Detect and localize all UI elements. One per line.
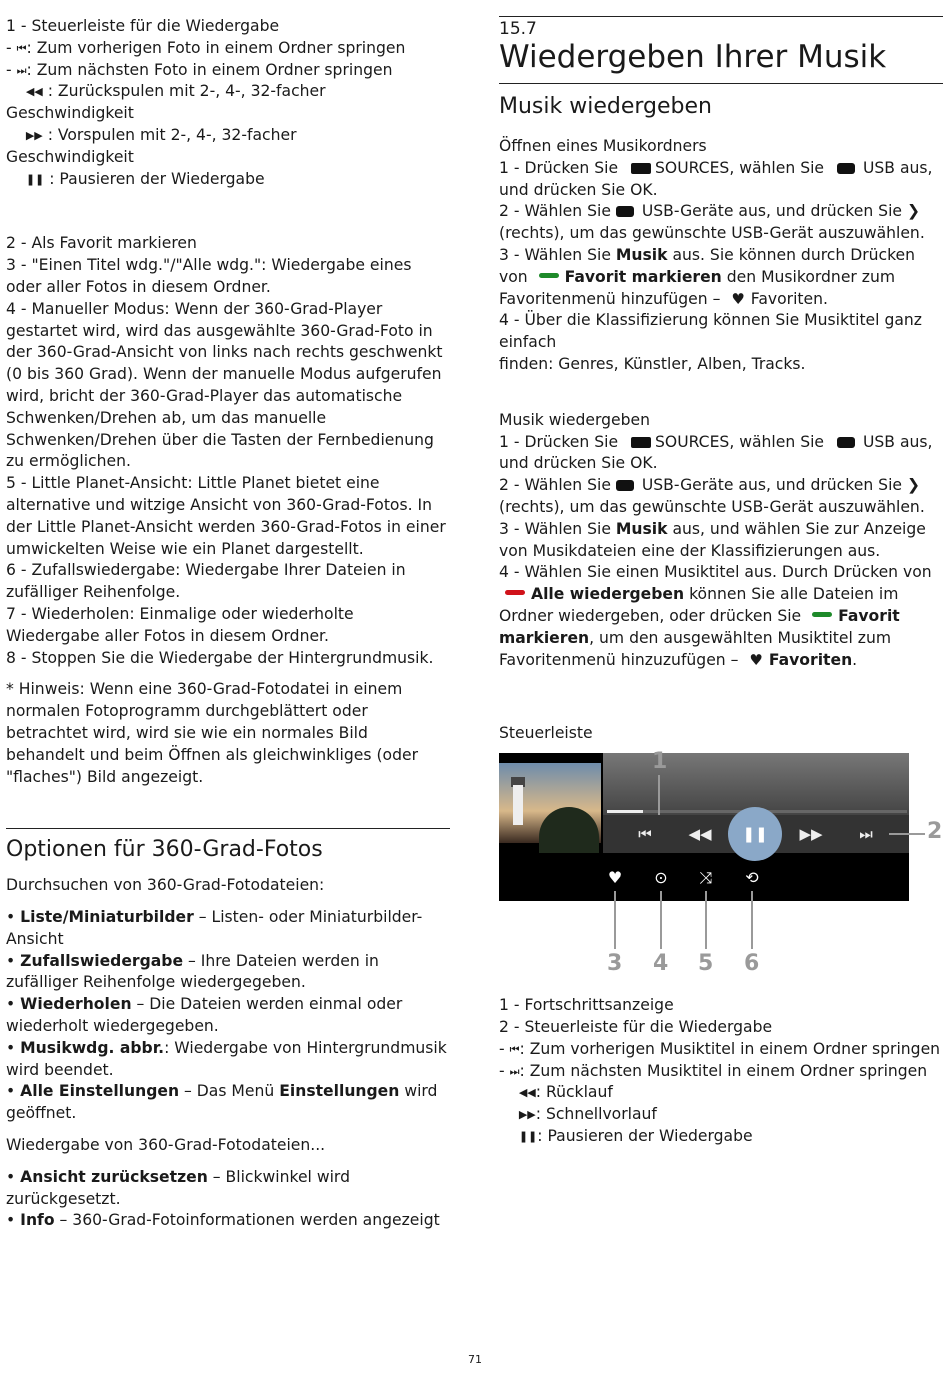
option-item: • Liste/Miniaturbilder – Listen- oder Miniaturbilder-Ansicht xyxy=(6,908,423,948)
usb-icon xyxy=(837,163,855,174)
paragraph: 4 - Manueller Modus: Wenn der 360-Grad-Player gestartet wird, wird das ausgewählte 360-Grad-Foto in der 360-Grad-Ansicht von links nach rechts geschwenkt (0 bis 360 Grad). Wenn der manuelle Modus aufgerufen wird, bricht der 360-Grad-Player das automatische Schwenken/Drehen ab, um das manuelle Schwenken/Drehen über die Tasten der Fernbedienung zu ermöglichen. xyxy=(6,299,443,471)
pause-icon[interactable]: ❚❚ xyxy=(728,807,782,861)
block-heading: Steuerleiste xyxy=(499,724,593,743)
paragraph: 6 - Zufallswiedergabe: Wiedergabe Ihrer Dateien in zufälliger Reihenfolge. xyxy=(6,561,406,602)
chevron-right-icon: ❯ xyxy=(906,202,921,221)
forward-icon[interactable]: ▶▶ xyxy=(799,825,823,844)
section-title: Wiedergeben Ihrer Musik xyxy=(499,39,887,75)
sources-icon xyxy=(631,437,651,448)
text-line: Durchsuchen von 360-Grad-Fotodateien: xyxy=(6,876,325,895)
next-icon: ⏭ xyxy=(16,63,27,77)
heart-icon: ♥ xyxy=(749,650,763,669)
shuffle-icon[interactable]: ⤨ xyxy=(699,868,713,888)
red-key-icon xyxy=(505,590,525,595)
text-line: 2 - Als Favorit markieren xyxy=(6,234,197,253)
text-line: ❚❚ : Pausieren der Wiedergabe xyxy=(6,169,450,191)
step: 4 - Wählen Sie einen Musiktitel aus. Durch Drücken von Alle wiedergeben können Sie alle Dateien im Ordner wiedergeben, oder drücken Sie Favorit markieren, um den ausgewählten Musiktitel zum Favoritenmenü hinzuzufügen – ♥ Favoriten. xyxy=(499,562,943,671)
option-item: • Ansicht zurücksetzen – Blickwinkel wird zurückgesetzt. xyxy=(6,1167,350,1208)
previous-icon: ⏮ xyxy=(509,1042,520,1056)
paragraph: 5 - Little Planet-Ansicht: Little Planet bietet eine alternative und witzige Ansicht von 360-Grad-Fotos. In der Little Planet-Ansicht werden 360-Grad-Fotos in einer umwickelten Weise wie ein Planet dargestellt. xyxy=(6,474,446,558)
green-key-icon xyxy=(812,612,832,617)
rewind-icon: ◀◀ xyxy=(25,85,43,99)
note: * Hinweis: Wenn eine 360-Grad-Fotodatei in einem normalen Fotoprogramm durchgeblättert oder betrachtet wird, wird sie wie ein normales Bild behandelt und beim Öffnen als gleichwinkliges (oder "flaches") Bild angezeigt. xyxy=(6,680,418,786)
step: 1 - Drücken Sie SOURCES, wählen Sie USB aus, und drücken Sie OK. xyxy=(499,158,933,199)
usb-icon xyxy=(616,206,634,217)
green-key-icon xyxy=(539,273,559,278)
text-line: - ⏮: Zum vorherigen Foto in einem Ordner springen xyxy=(6,38,450,60)
heart-icon: ♥ xyxy=(731,289,745,308)
text-line: ◀◀ : Zurückspulen mit 2-, 4-, 32-facher xyxy=(6,81,450,103)
legend-line: 1 - Fortschrittsanzeige xyxy=(499,996,674,1015)
paragraph: 8 - Stoppen Sie die Wiedergabe der Hintergrundmusik. xyxy=(6,648,434,667)
left-column xyxy=(6,16,450,1232)
chevron-right-icon: ❯ xyxy=(906,476,921,495)
option-item: • Musikwdg. abbr.: Wiedergabe von Hintergrundmusik wird beendet. xyxy=(6,1038,447,1079)
sources-icon xyxy=(631,163,651,174)
legend-line: - ⏮: Zum vorherigen Musiktitel in einem Ordner springen xyxy=(499,1039,943,1061)
repeat-icon[interactable]: ⟲ xyxy=(745,868,759,888)
callout-number: 6 xyxy=(744,951,760,977)
callout-number: 5 xyxy=(698,951,714,977)
section-rule xyxy=(6,828,450,829)
legend-line: - ⏭: Zum nächsten Musiktitel in einem Ordner springen xyxy=(499,1061,943,1083)
paragraph: 7 - Wiederholen: Einmalige oder wiederholte Wiedergabe aller Fotos in diesem Ordner. xyxy=(6,604,354,645)
usb-icon xyxy=(616,480,634,491)
step: 1 - Drücken Sie SOURCES, wählen Sie USB aus, und drücken Sie OK. xyxy=(499,432,933,473)
step: finden: Genres, Künstler, Alben, Tracks. xyxy=(499,354,806,373)
paragraph: 3 - "Einen Titel wdg."/"Alle wdg.": Wiedergabe eines oder aller Fotos in diesem Ordner. xyxy=(6,256,412,296)
pause-icon: ❚❚ xyxy=(25,172,45,186)
legend-line: ◀◀: Rücklauf xyxy=(499,1082,943,1104)
rewind-icon: ◀◀ xyxy=(518,1086,536,1100)
text-line: ▶▶ : Vorspulen mit 2-, 4-, 32-facher xyxy=(6,125,450,147)
option-item: • Zufallswiedergabe – Ihre Dateien werden in zufälliger Reihenfolge wiedergegeben. xyxy=(6,951,379,992)
legend-line: ❚❚: Pausieren der Wiedergabe xyxy=(499,1126,943,1148)
legend-line: ▶▶: Schnellvorlauf xyxy=(499,1104,943,1126)
option-item: • Alle Einstellungen – Das Menü Einstellungen wird geöffnet. xyxy=(6,1082,438,1123)
usb-icon xyxy=(837,437,855,448)
pause-icon: ❚❚ xyxy=(518,1129,538,1143)
callout-number: 4 xyxy=(653,951,669,977)
next-icon: ⏭ xyxy=(509,1064,520,1078)
step: 2 - Wählen Sie USB-Geräte aus, und drücken Sie ❯ (rechts), um das gewünschte USB-Gerät auszuwählen. xyxy=(499,202,925,243)
step: 2 - Wählen Sie USB-Geräte aus, und drücken Sie ❯ (rechts), um das gewünschte USB-Gerät auszuwählen. xyxy=(499,476,925,516)
page-number: 71 xyxy=(468,1353,482,1366)
play-icon[interactable]: ⊙ xyxy=(654,868,668,888)
step: 3 - Wählen Sie Musik aus. Sie können durch Drücken von Favorit markieren den Musikordner zum Favoritenmenü hinzufügen – ♥ Favoriten. xyxy=(499,245,943,310)
section-heading: Optionen für 360-Grad-Fotos xyxy=(6,837,323,863)
photo-thumbnail xyxy=(499,763,601,843)
subsection-title: Musik wiedergeben xyxy=(499,94,712,119)
text-line: 1 - Steuerleiste für die Wiedergabe xyxy=(6,17,280,35)
control-bar-illustration xyxy=(499,749,943,983)
section-number: 15.7 xyxy=(499,19,537,39)
heart-icon[interactable]: ♥ xyxy=(607,868,623,888)
step: 4 - Über die Klassifizierung können Sie Musiktitel ganz einfach xyxy=(499,311,922,352)
text-line: Wiedergabe von 360-Grad-Fotodateien... xyxy=(6,1136,326,1155)
section-rule xyxy=(499,16,943,17)
right-column xyxy=(499,16,943,1148)
text-line: Geschwindigkeit xyxy=(6,104,134,123)
text-line: - ⏭: Zum nächsten Foto in einem Ordner springen xyxy=(6,60,450,82)
callout-number: 3 xyxy=(607,951,623,977)
step: 3 - Wählen Sie Musik aus, und wählen Sie zur Anzeige von Musikdateien eine der Klassifizierungen aus. xyxy=(499,519,926,560)
text-line: Geschwindigkeit xyxy=(6,147,134,166)
progress-fill xyxy=(607,810,643,813)
previous-icon[interactable]: ⏮ xyxy=(638,825,652,844)
forward-icon: ▶▶ xyxy=(25,128,43,142)
option-item: • Info – 360-Grad-Fotoinformationen werden angezeigt xyxy=(6,1211,440,1230)
rewind-icon[interactable]: ◀◀ xyxy=(688,825,712,844)
callout-number: 1 xyxy=(652,749,668,775)
forward-icon: ▶▶ xyxy=(518,1108,536,1122)
legend-line: 2 - Steuerleiste für die Wiedergabe xyxy=(499,1017,773,1036)
previous-icon: ⏮ xyxy=(16,41,27,55)
block-heading: Öffnen eines Musikordners xyxy=(499,137,707,155)
block-heading: Musik wiedergeben xyxy=(499,410,650,429)
next-icon[interactable]: ⏭ xyxy=(859,825,873,844)
option-item: • Wiederholen – Die Dateien werden einmal oder wiederholt wiedergegeben. xyxy=(6,995,403,1036)
callout-number: 2 xyxy=(927,819,943,845)
